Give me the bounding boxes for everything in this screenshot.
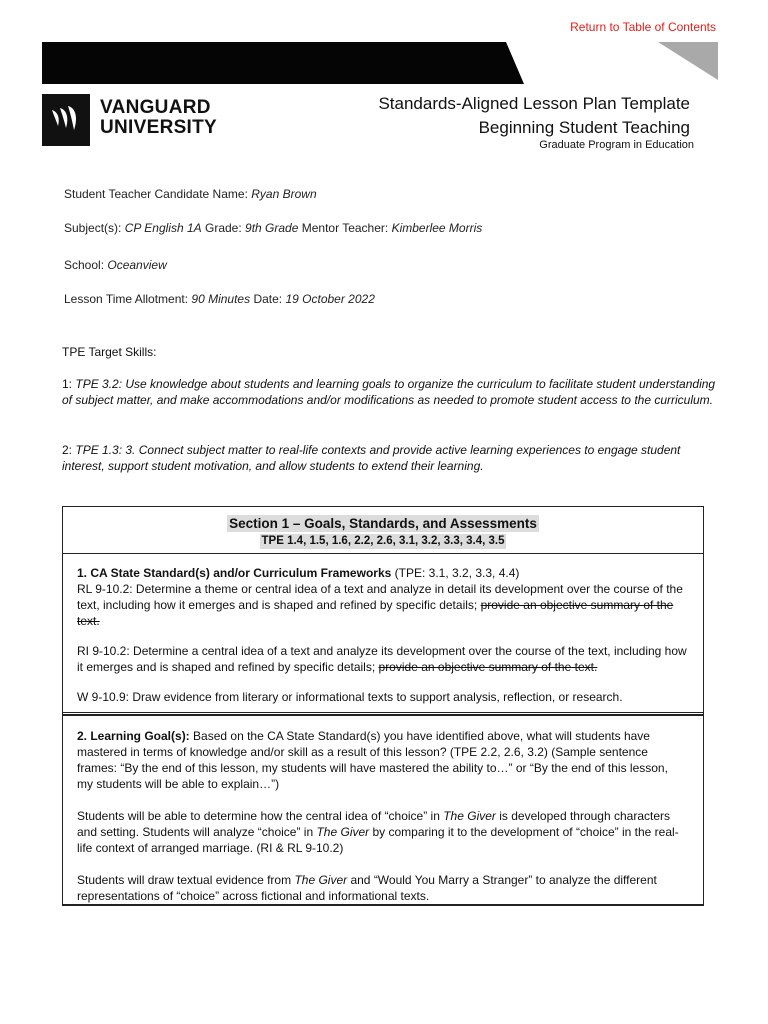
date-value: 19 October 2022 (285, 292, 375, 306)
learning-goals-heading: 2. Learning Goal(s): (77, 729, 190, 743)
candidate-name-field (64, 187, 317, 201)
document-subtitle: Graduate Program in Education (539, 139, 694, 151)
goal-1-part-b: is developed through characters and setting. Students will analyze “choice” in (77, 809, 671, 839)
goal-2-part-a: Students will draw textual evidence from (77, 873, 295, 887)
learning-goals-prompt: Based on the CA State Standard(s) you have identified above, what will students have mastered in terms of knowledge and/or skill as a result of this lesson? (TPE 2.2, 2.6, 3.2) (Sample sentence frames: “By the end of this lesson, my students will have mastered the ability to…” or “By the end of this lesson, my students will be able to explain…”) (77, 729, 668, 791)
standard-rl-text: RL 9-10.2: Determine a theme or central idea of a text and analyze in detail its development over the course of the text, including how it emerges and is shaped and refined by specific details; (77, 582, 683, 612)
standards-heading-line (77, 565, 691, 581)
section-1-tpe-list: TPE 1.4, 1.5, 1.6, 2.2, 2.6, 3.1, 3.2, 3.3, 3.4, 3.5 (261, 535, 505, 547)
tpe-item-2-number: 2: (62, 443, 73, 457)
time-date-field (64, 292, 375, 306)
logo-wordmark (100, 98, 217, 138)
goal-2-part-b: and “Would You Marry a Stranger” to analyze the different representations of “choice” across fictional and informational texts. (77, 873, 657, 903)
date-label: Date: (253, 292, 283, 306)
goal-1-book-title-1: The Giver (443, 809, 496, 823)
mentor-value: Kimberlee Morris (391, 221, 483, 235)
subject-grade-mentor-field (64, 221, 482, 235)
school-field (64, 258, 167, 272)
tpe-item-2 (62, 443, 722, 474)
candidate-label: Student Teacher Candidate Name: (64, 187, 248, 201)
logo-line-2: UNIVERSITY (100, 117, 218, 138)
grade-value: 9th Grade (245, 221, 299, 235)
goal-2-book-title: The Giver (294, 873, 348, 887)
vanguard-logo (42, 94, 222, 146)
section-1-title: Section 1 – Goals, Standards, and Assessments (229, 516, 537, 531)
standard-rl (77, 581, 691, 629)
time-label: Lesson Time Allotment: (64, 292, 189, 306)
school-value: Oceanview (107, 258, 167, 272)
standard-ri (77, 643, 691, 675)
learning-goal-1 (77, 808, 687, 856)
standard-ri-text: RI 9-10.2: Determine a central idea of a text and analyze its development over the course of the text, including how it emerges and is shaped and refined by specific details; (77, 644, 687, 674)
goal-1-book-title-2: The Giver (316, 825, 370, 839)
title-line-1: Standards-Aligned Lesson Plan Template (378, 94, 690, 113)
learning-goal-2 (77, 872, 687, 904)
header-banner (42, 42, 718, 84)
section-1-header (63, 507, 703, 554)
standards-heading: 1. CA State Standard(s) and/or Curriculum Frameworks (77, 566, 392, 580)
tpe-item-1 (62, 377, 722, 408)
tpe-item-1-text: TPE 3.2: Use knowledge about students and learning goals to organize the curriculum to facilitate student understanding of subject matter, and make accommodations and/or modifications as needed to promote student access to the curriculum. (62, 377, 716, 407)
tpe-item-1-number: 1: (62, 377, 73, 391)
vanguard-mark-icon (42, 94, 90, 146)
title-line-2: Beginning Student Teaching (478, 118, 690, 137)
goal-1-part-c: by comparing it to the development of “choice” in the real-life context of arranged marriage. (RI & RL 9-10.2) (77, 825, 679, 855)
subjects-label: Subject(s): (64, 221, 122, 235)
standard-rl-struck: provide an objective summary of the text. (77, 598, 674, 628)
subjects-value: CP English 1A (124, 221, 202, 235)
grade-label: Grade: (204, 221, 242, 235)
standards-tpe: (TPE: 3.1, 3.2, 3.3, 4.4) (394, 566, 520, 580)
standard-w: W 9-10.9: Draw evidence from literary or informational texts to support analysis, reflection, or research. (77, 690, 623, 704)
learning-goals-prompt-block (77, 728, 687, 792)
standard-ri-struck: provide an objective summary of the text. (378, 660, 598, 674)
standards-row (63, 553, 703, 713)
candidate-value: Ryan Brown (251, 187, 317, 201)
goal-1-part-a: Students will be able to determine how the central idea of “choice” in (77, 809, 444, 823)
tpe-target-skills-heading: TPE Target Skills: (62, 345, 157, 359)
tpe-item-2-text: TPE 1.3: 3. Connect subject matter to real-life contexts and provide active learning experiences to engage student interest, support student motivation, and allow students to extend their learning. (62, 443, 681, 473)
mentor-label: Mentor Teacher: (301, 221, 389, 235)
return-to-toc-link[interactable]: Return to Table of Contents (570, 20, 716, 34)
learning-goals-row (63, 714, 703, 904)
section-1-table (62, 506, 704, 906)
school-label: School: (64, 258, 105, 272)
logo-line-1: VANGUARD (100, 97, 211, 118)
document-title (378, 92, 690, 140)
time-value: 90 Minutes (191, 292, 251, 306)
